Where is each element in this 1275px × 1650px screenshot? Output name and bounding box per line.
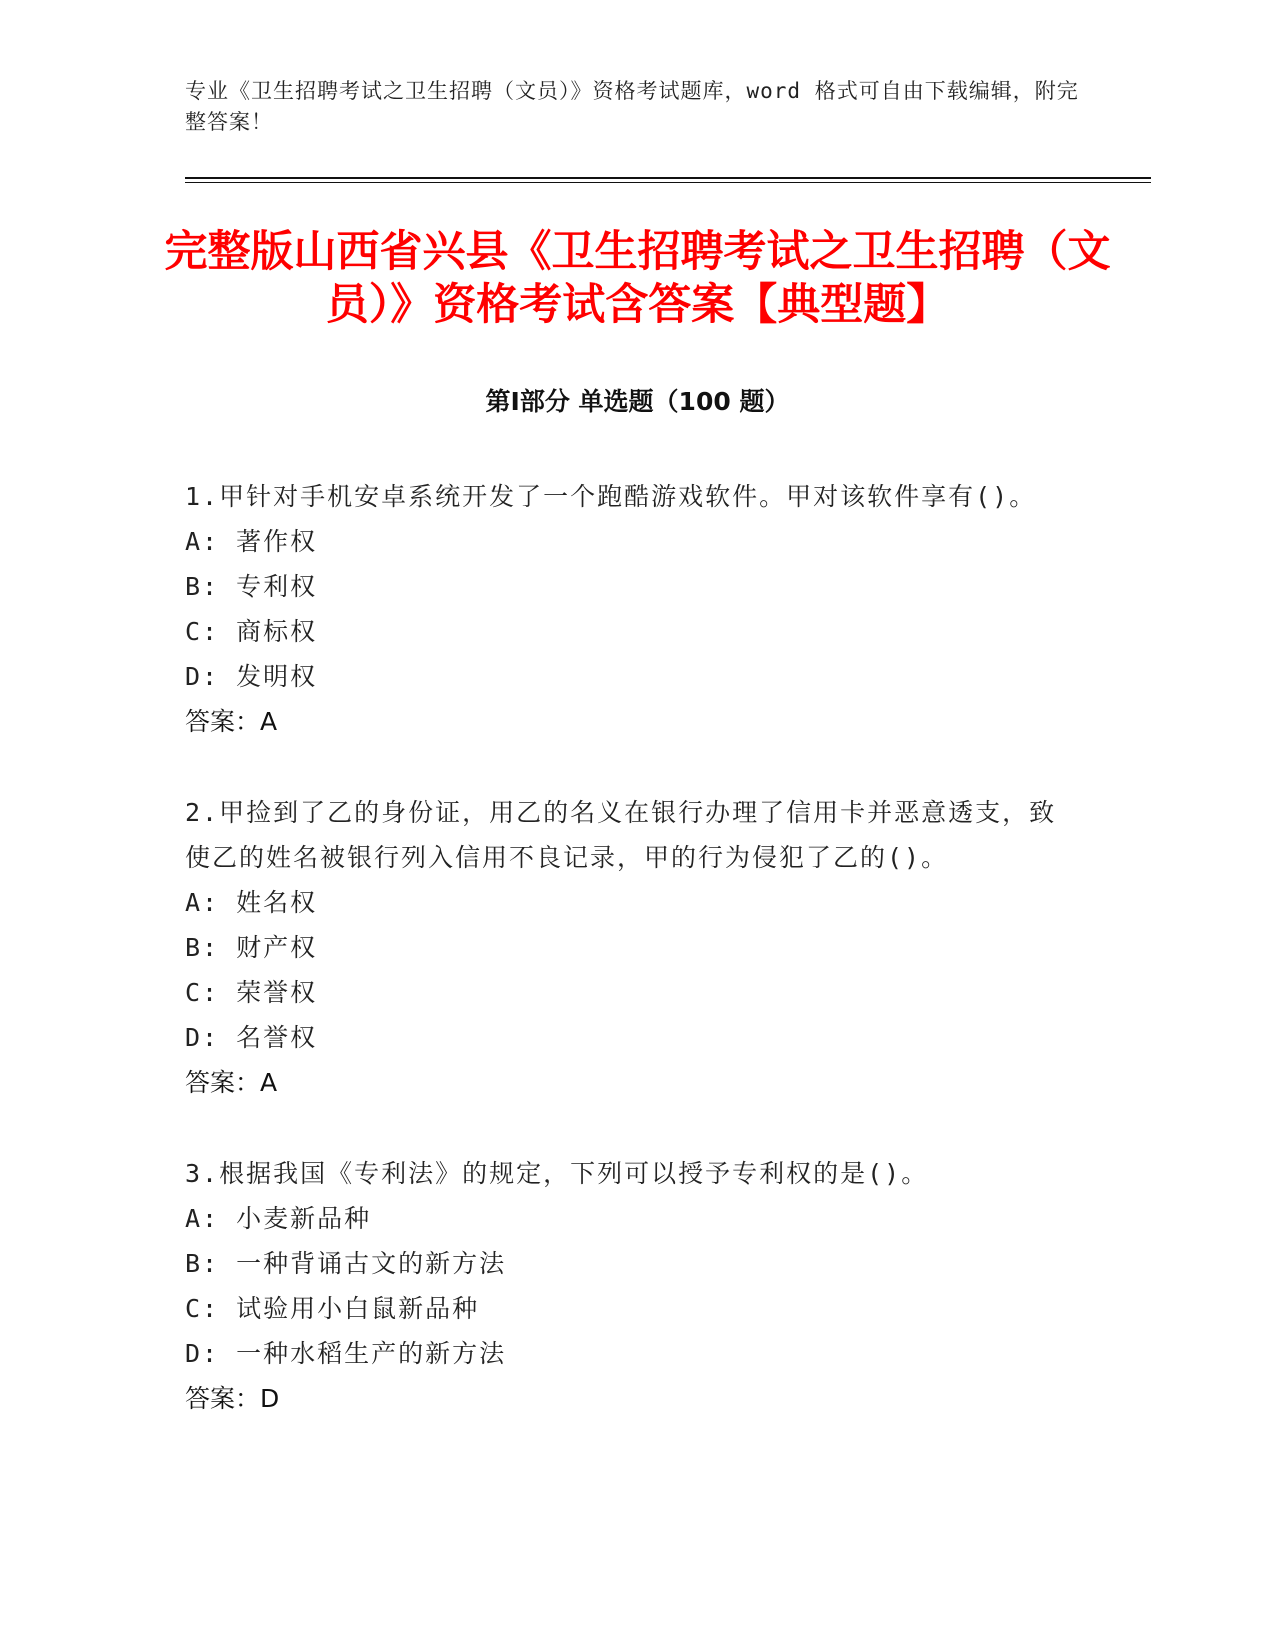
option-d: D: 一种水稻生产的新方法 xyxy=(185,1339,507,1368)
option-d: D: 名誉权 xyxy=(185,1023,318,1052)
question-stem: 3.根据我国《专利法》的规定，下列可以授予专利权的是()。 xyxy=(185,1159,929,1188)
header-rule-thin xyxy=(185,182,1151,183)
answer: 答案：A xyxy=(185,1068,278,1097)
option-a: A: 姓名权 xyxy=(185,888,318,917)
question-1 xyxy=(185,474,1065,744)
header-note: 专业《卫生招聘考试之卫生招聘（文员）》资格考试题库，word 格式可自由下载编辑，附完整答案！ xyxy=(185,79,1079,134)
section-title: 第Ⅰ部分 单选题（100 题） xyxy=(485,387,790,416)
question-stem: 2.甲捡到了乙的身份证，用乙的名义在银行办理了信用卡并恶意透支，致使乙的姓名被银行列入信用不良记录，甲的行为侵犯了乙的()。 xyxy=(185,798,1057,872)
answer: 答案：A xyxy=(185,707,278,736)
question-2 xyxy=(185,790,1065,1105)
option-b: B: 专利权 xyxy=(185,572,318,601)
option-a: A: 著作权 xyxy=(185,527,318,556)
question-list xyxy=(185,474,1065,1467)
option-c: C: 商标权 xyxy=(185,617,318,646)
question-3 xyxy=(185,1151,1065,1421)
option-a: A: 小麦新品种 xyxy=(185,1204,372,1233)
option-b: B: 财产权 xyxy=(185,933,318,962)
option-b: B: 一种背诵古文的新方法 xyxy=(185,1249,507,1278)
document-title: 完整版山西省兴县《卫生招聘考试之卫生招聘（文员）》资格考试含答案【典型题】 xyxy=(164,227,1111,330)
header-rule-thick xyxy=(185,177,1151,179)
option-c: C: 荣誉权 xyxy=(185,978,318,1007)
option-c: C: 试验用小白鼠新品种 xyxy=(185,1294,480,1323)
answer: 答案：D xyxy=(185,1384,280,1413)
option-d: D: 发明权 xyxy=(185,662,318,691)
question-stem: 1.甲针对手机安卓系统开发了一个跑酷游戏软件。甲对该软件享有()。 xyxy=(185,482,1037,511)
